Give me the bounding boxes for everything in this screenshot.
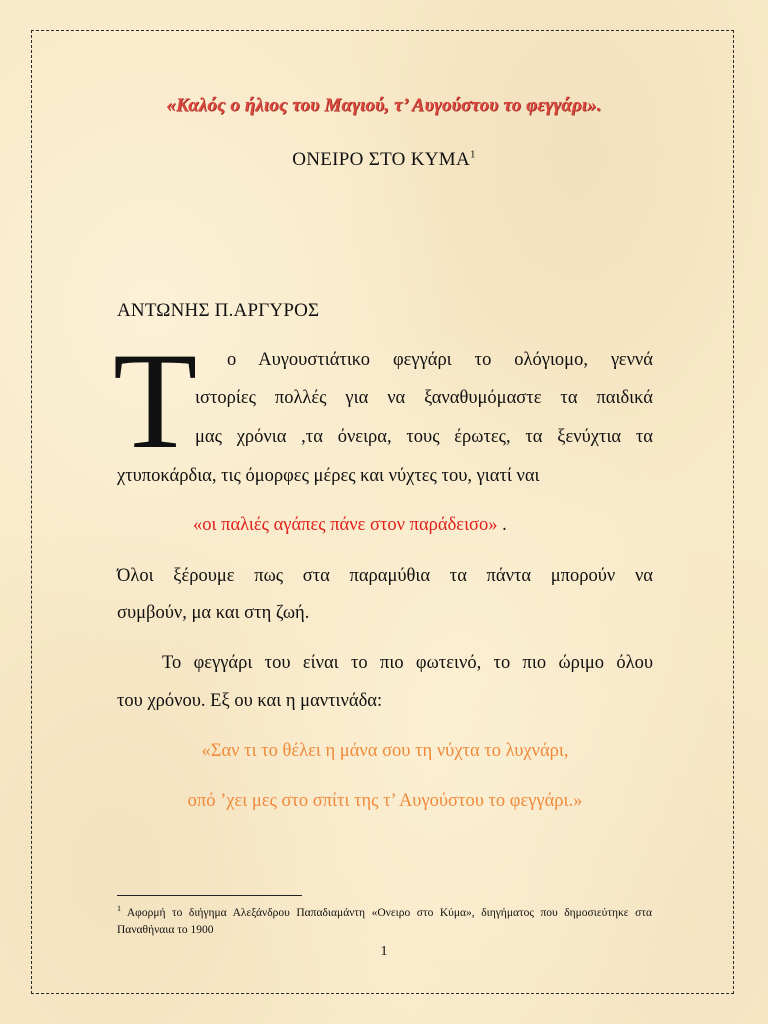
story-title: [60, 149, 708, 171]
page-border: [31, 30, 734, 994]
quote-red-text: «οι παλιές αγάπες πάνε στον παράδεισο»: [193, 515, 498, 535]
footnote-ref[interactable]: 1: [469, 148, 476, 161]
footnote-separator: [117, 895, 302, 896]
paragraph1-line-3: μας χρόνια ,τα όνειρα, τους έρωτες, τα ξενύχτια τα: [195, 427, 653, 447]
footnote-mark: 1: [117, 904, 121, 914]
quote-tail: .: [497, 515, 507, 535]
paragraph1-line-1: ο Αυγουστιάτικο φεγγάρι το ολόγιομο, γεννά: [227, 350, 653, 370]
author-name: ΑΝΤΩΝΗΣ Π.ΑΡΓΥΡΟΣ: [117, 300, 320, 321]
page-number: 1: [380, 944, 388, 959]
mantinada-line-1: «Σαν τι το θέλει η μάνα σου τη νύχτα το λυχνάρι,: [201, 741, 569, 761]
mantinada-line-2: οπό ’χει μες στο σπίτι της τ’ Αυγούστου το φεγγάρι.»: [187, 791, 583, 811]
footnote-text: Αφορμή το διήγημα Αλεξάνδρου Παπαδιαμάντη «Ονειρο στο Κύμα», διηγήματος που δημοσιεύτηκε στα Παναθήναια το 1900: [117, 907, 652, 936]
paragraph3-line-2: του χρόνου. Εξ ου και η μαντινάδα:: [117, 691, 383, 711]
footnote: [117, 905, 652, 939]
paragraph1-line-2: ιστορίες πολλές για να ξαναθυμόμαστε τα παιδικά: [195, 388, 653, 408]
motto: «Καλός ο ήλιος του Μαγιού, τ’ Αυγούστου το φεγγάρι».: [166, 95, 602, 116]
paragraph2-line-1: Όλοι ξέρουμε πως στα παραμύθια τα πάντα μπορούν να: [117, 566, 653, 586]
paragraph2-line-2: συμβούν, μα και στη ζωή.: [117, 603, 310, 623]
story-title-text: ΟΝΕΙΡΟ ΣΤΟ ΚΥΜΑ: [292, 149, 470, 170]
quote-line: [193, 516, 507, 535]
drop-cap: Τ: [113, 324, 198, 477]
paragraph1-line-4: χτυποκάρδια, τις όμορφες μέρες και νύχτες του, γιατί ναι: [117, 466, 540, 486]
paragraph3-line-1: Το φεγγάρι του είναι το πιο φωτεινό, το πιο ώριμο όλου: [162, 653, 653, 673]
